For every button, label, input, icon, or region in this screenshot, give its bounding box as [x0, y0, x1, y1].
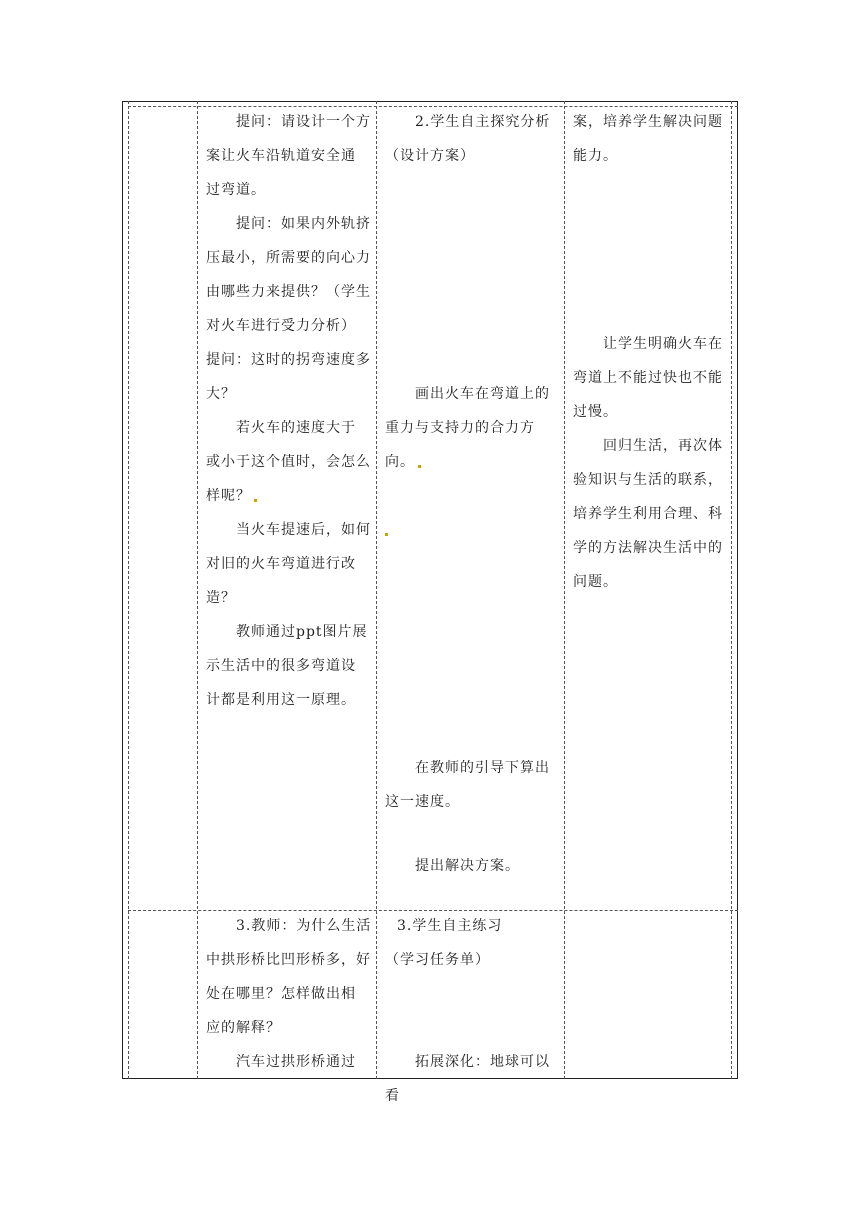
- edit-mark-icon: [385, 533, 388, 536]
- text-line: 造？: [206, 590, 236, 606]
- text-line: 这一速度。: [385, 794, 460, 810]
- text-line: 计都是利用这一原理。: [206, 692, 356, 708]
- text-run: 向。: [385, 454, 415, 470]
- edit-mark-icon: [418, 465, 421, 468]
- row2-teacher-cell: [206, 909, 372, 1079]
- text-line: 若火车的速度大于: [236, 420, 356, 436]
- text-line: 学的方法解决生活中的: [573, 540, 723, 556]
- text-line: 提出解决方案。: [415, 858, 520, 874]
- text-line: 对旧的火车弯道进行改: [206, 556, 356, 572]
- text-line: 由哪些力来提供？（学生: [206, 284, 371, 300]
- row2-student-cell: [385, 909, 561, 1113]
- text-line: 处在哪里？怎样做出相: [206, 986, 356, 1002]
- text-line: （设计方案）: [385, 148, 475, 164]
- text-line: 或小于这个值时，会怎么: [206, 454, 371, 470]
- text-line: 教师通过ppt图片展: [236, 624, 368, 640]
- text-line: 压最小，所需要的向心力: [206, 250, 371, 266]
- text-line: [385, 445, 561, 479]
- text-line: 汽车过拱形桥通过: [236, 1054, 356, 1070]
- row1-teacher-cell: [206, 105, 372, 717]
- text-line: 案让火车沿轨道安全通: [206, 148, 356, 164]
- text-line: 对火车进行受力分析）: [206, 318, 356, 334]
- text-line: 让学生明确火车在: [603, 336, 723, 352]
- text-line: 培养学生利用合理、科: [573, 506, 723, 522]
- text-line: 能力。: [573, 148, 618, 164]
- column-divider-2: [376, 101, 377, 1079]
- text-line: 案，培养学生解决问题: [573, 114, 723, 130]
- column-divider-3: [564, 101, 565, 1079]
- text-line: 问题。: [573, 574, 618, 590]
- text-line: 中拱形桥比凹形桥多，好: [206, 952, 371, 968]
- text-run: 样呢？: [206, 488, 251, 504]
- text-line: 3.教师：为什么生活: [236, 918, 372, 934]
- text-line: 当火车提速后，如何: [236, 522, 371, 538]
- row1-student-cell: [385, 105, 561, 883]
- text-line: [385, 513, 561, 547]
- text-line: 在教师的引导下算出: [415, 760, 550, 776]
- text-line: 重力与支持力的合力方: [385, 420, 535, 436]
- text-line: 提问：请设计一个方: [236, 114, 371, 130]
- row1-intent-cell: [573, 105, 729, 599]
- text-line: 回归生活，再次体: [603, 438, 723, 454]
- text-line: 2.学生自主探究分析: [415, 114, 551, 130]
- column-divider-1: [197, 101, 198, 1079]
- text-line: （学习任务单）: [385, 952, 490, 968]
- text-line: 过慢。: [573, 404, 618, 420]
- text-line: 应的解释？: [206, 1020, 281, 1036]
- text-line: 提问：这时的拐弯速度多: [206, 352, 371, 368]
- text-line: 拓展深化：地球可以看: [385, 1054, 550, 1104]
- text-line: 过弯道。: [206, 182, 266, 198]
- table-inner-border-right: [731, 101, 732, 1079]
- text-line: [206, 479, 372, 513]
- text-line: 提问：如果内外轨挤: [236, 216, 371, 232]
- text-line: 验知识与生活的联系，: [573, 472, 723, 488]
- text-line: 3.学生自主练习: [397, 918, 503, 934]
- text-line: 弯道上不能过快也不能: [573, 370, 723, 386]
- text-line: 大？: [206, 386, 236, 402]
- text-line: 示生活中的很多弯道设: [206, 658, 356, 674]
- table-inner-border-left: [128, 101, 129, 1079]
- text-line: 画出火车在弯道上的: [415, 386, 550, 402]
- edit-mark-icon: [254, 499, 257, 502]
